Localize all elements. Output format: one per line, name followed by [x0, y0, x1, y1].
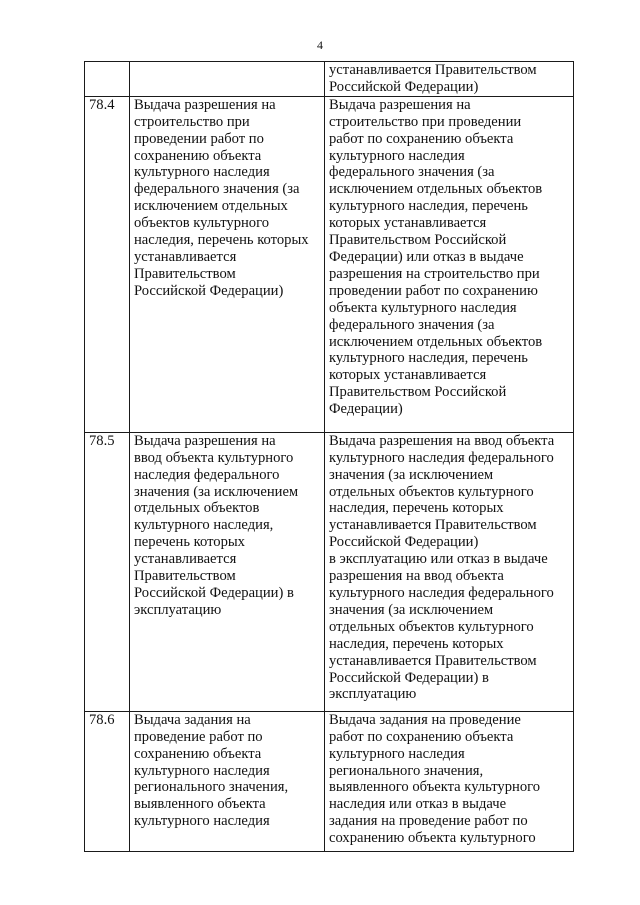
text-line: наследия, перечень которых	[329, 500, 504, 517]
text-line: регионального значения,	[329, 762, 484, 779]
old-text-cell	[130, 432, 325, 711]
text-line: культурного наследия	[329, 147, 465, 164]
row-number-cell: 78.5	[85, 432, 130, 711]
text-line: Правительством	[134, 568, 236, 585]
table-row	[85, 96, 574, 432]
text-line: федерального значения (за	[329, 164, 495, 181]
text-line: сохранению объекта культурного	[329, 830, 536, 847]
table-row	[85, 711, 574, 851]
text-line: культурного наследия	[134, 813, 270, 830]
new-text-cell	[325, 96, 574, 432]
text-line: работ по сохранению объекта	[329, 130, 514, 147]
text-line: наследия, перечень которых	[329, 635, 504, 652]
text-line: перечень которых	[134, 534, 245, 551]
text-line: исключением отдельных объектов	[329, 181, 543, 198]
text-line: исключением отдельных	[134, 198, 288, 215]
text-line: объектов культурного	[134, 215, 270, 232]
document-table	[84, 61, 574, 852]
old-text-cell	[130, 96, 325, 432]
text-line: которых устанавливается	[329, 367, 487, 384]
text-line: отдельных объектов культурного	[329, 618, 534, 635]
text-line: выявленного объекта	[134, 796, 266, 813]
text-line: Выдача разрешения на	[329, 96, 471, 113]
old-text-cell	[130, 62, 325, 97]
text-line: культурного наследия	[134, 164, 270, 181]
text-line: значения (за исключением	[329, 466, 494, 483]
text-line: задания на проведение работ по	[329, 813, 528, 830]
text-line: культурного наследия,	[134, 517, 274, 534]
row-number-cell: 78.6	[85, 711, 130, 851]
new-text-cell	[325, 62, 574, 97]
text-line: устанавливается	[134, 551, 237, 568]
text-line: регионального значения,	[134, 779, 289, 796]
text-line: культурного наследия	[329, 745, 465, 762]
text-line: устанавливается Правительством	[329, 517, 537, 534]
text-line: наследия, перечень которых	[134, 232, 309, 249]
text-line: культурного наследия федерального	[329, 584, 554, 601]
row-number-cell	[85, 62, 130, 97]
text-line: исключением отдельных объектов	[329, 333, 543, 350]
text-line: эксплуатацию	[329, 686, 417, 703]
text-line: в эксплуатацию или отказ в выдаче	[329, 551, 548, 568]
text-line: разрешения на ввод объекта	[329, 568, 504, 585]
text-line: сохранению объекта	[134, 745, 262, 762]
text-line: Выдача разрешения на	[134, 96, 276, 113]
text-line: эксплуатацию	[134, 601, 222, 618]
text-line: устанавливается Правительством	[329, 652, 537, 669]
text-line: работ по сохранению объекта	[329, 728, 514, 745]
text-line: значения (за исключением	[329, 601, 494, 618]
new-text-cell	[325, 711, 574, 851]
text-line: отдельных объектов	[134, 500, 260, 517]
text-line: устанавливается Правительством	[329, 62, 537, 78]
text-line: Выдача задания на проведение	[329, 711, 521, 728]
text-line: Российской Федерации)	[134, 282, 284, 299]
text-line: которых устанавливается	[329, 215, 487, 232]
text-line: культурного наследия федерального	[329, 449, 554, 466]
text-line: культурного наследия, перечень	[329, 198, 528, 215]
text-line: федерального значения (за	[134, 181, 300, 198]
text-line: Российской Федерации)	[329, 534, 479, 551]
text-line: значения (за исключением	[134, 483, 299, 500]
page-number: 4	[317, 38, 323, 52]
text-line: строительство при проведении	[329, 113, 522, 130]
text-line: федерального значения (за	[329, 316, 495, 333]
text-line: Правительством Российской	[329, 232, 507, 249]
text-line: Российской Федерации) в	[329, 669, 489, 686]
text-line: проведение работ по	[134, 728, 263, 745]
text-line: Российской Федерации) в	[134, 584, 294, 601]
new-text-cell	[325, 432, 574, 711]
text-line: Правительством Российской	[329, 384, 507, 401]
text-line: наследия или отказ в выдаче	[329, 796, 507, 813]
text-line: Выдача разрешения на	[134, 432, 276, 449]
text-line: наследия федерального	[134, 466, 280, 483]
text-line: Федерации) или отказ в выдаче	[329, 248, 524, 265]
text-line: Правительством	[134, 265, 236, 282]
row-number-cell: 78.4	[85, 96, 130, 432]
text-line: Российской Федерации)	[329, 78, 479, 95]
text-line: объекта культурного наследия	[329, 299, 517, 316]
text-line: проведении работ по сохранению	[329, 282, 538, 299]
text-line: Выдача задания на	[134, 711, 251, 728]
text-line: ввод объекта культурного	[134, 449, 294, 466]
text-line: сохранению объекта	[134, 147, 262, 164]
table-row	[85, 62, 574, 97]
text-line: выявленного объекта культурного	[329, 779, 541, 796]
text-line: культурного наследия, перечень	[329, 350, 528, 367]
text-line: Федерации)	[329, 401, 403, 418]
text-line: Выдача разрешения на ввод объекта	[329, 432, 555, 449]
text-line: строительство при	[134, 113, 250, 130]
text-line: устанавливается	[134, 248, 237, 265]
table-row	[85, 432, 574, 711]
text-line: разрешения на строительство при	[329, 265, 540, 282]
text-line: проведении работ по	[134, 130, 264, 147]
text-line: отдельных объектов культурного	[329, 483, 534, 500]
text-line: культурного наследия	[134, 762, 270, 779]
old-text-cell	[130, 711, 325, 851]
